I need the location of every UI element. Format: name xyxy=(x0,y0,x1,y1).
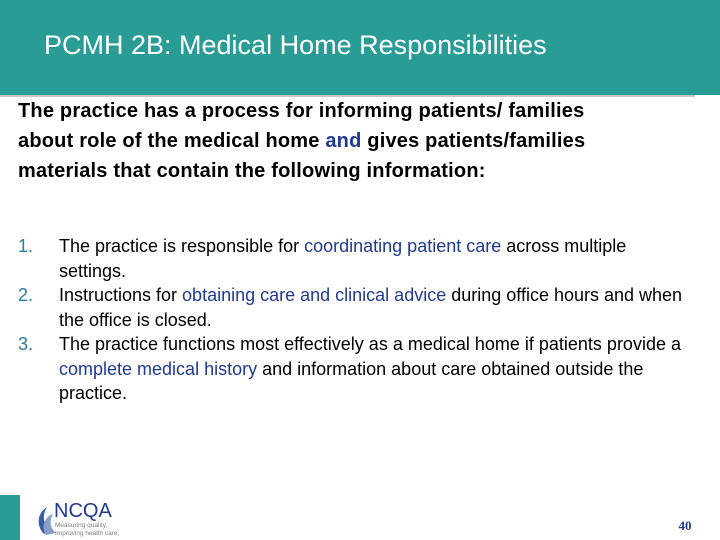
page-number: 40 xyxy=(678,518,692,533)
list-text-end: and information about care obtained outside the practice. xyxy=(59,358,644,403)
intro-text: The practice has a process for informing patients/ families about role of the medical home xyxy=(18,100,585,152)
list-highlight: obtaining care and clinical advice xyxy=(182,285,447,305)
list-text: Instructions for xyxy=(59,285,183,305)
ncqa-logo xyxy=(34,493,134,538)
list-item xyxy=(18,283,698,332)
list-highlight: coordinating patient care xyxy=(304,236,502,256)
slide-title: PCMH 2B: Medical Home Responsibilities xyxy=(44,30,547,60)
list-text-end: across multiple settings. xyxy=(59,236,627,281)
list-number: 1. xyxy=(18,236,34,256)
intro-paragraph xyxy=(18,96,618,186)
footer-accent-bar xyxy=(0,495,20,540)
information-list xyxy=(18,234,698,406)
intro-highlight: and xyxy=(325,130,362,152)
list-item xyxy=(18,234,698,283)
logo-tagline: Improving health care. xyxy=(55,530,120,537)
logo-wordmark: NCQA xyxy=(54,500,112,522)
list-text-end: during office hours and when the office is closed. xyxy=(59,285,683,330)
list-text: The practice is responsible for xyxy=(59,236,305,256)
list-highlight: complete medical history xyxy=(59,358,258,379)
list-text: The practice functions most effectively as a medical home if patients provide a xyxy=(59,334,681,354)
intro-text-end: gives patients/families materials that contain the following information: xyxy=(18,130,586,182)
list-number: 3. xyxy=(18,334,34,354)
logo-tagline: Measuring quality. xyxy=(55,522,108,529)
list-item xyxy=(18,332,698,406)
list-number: 2. xyxy=(18,285,34,305)
